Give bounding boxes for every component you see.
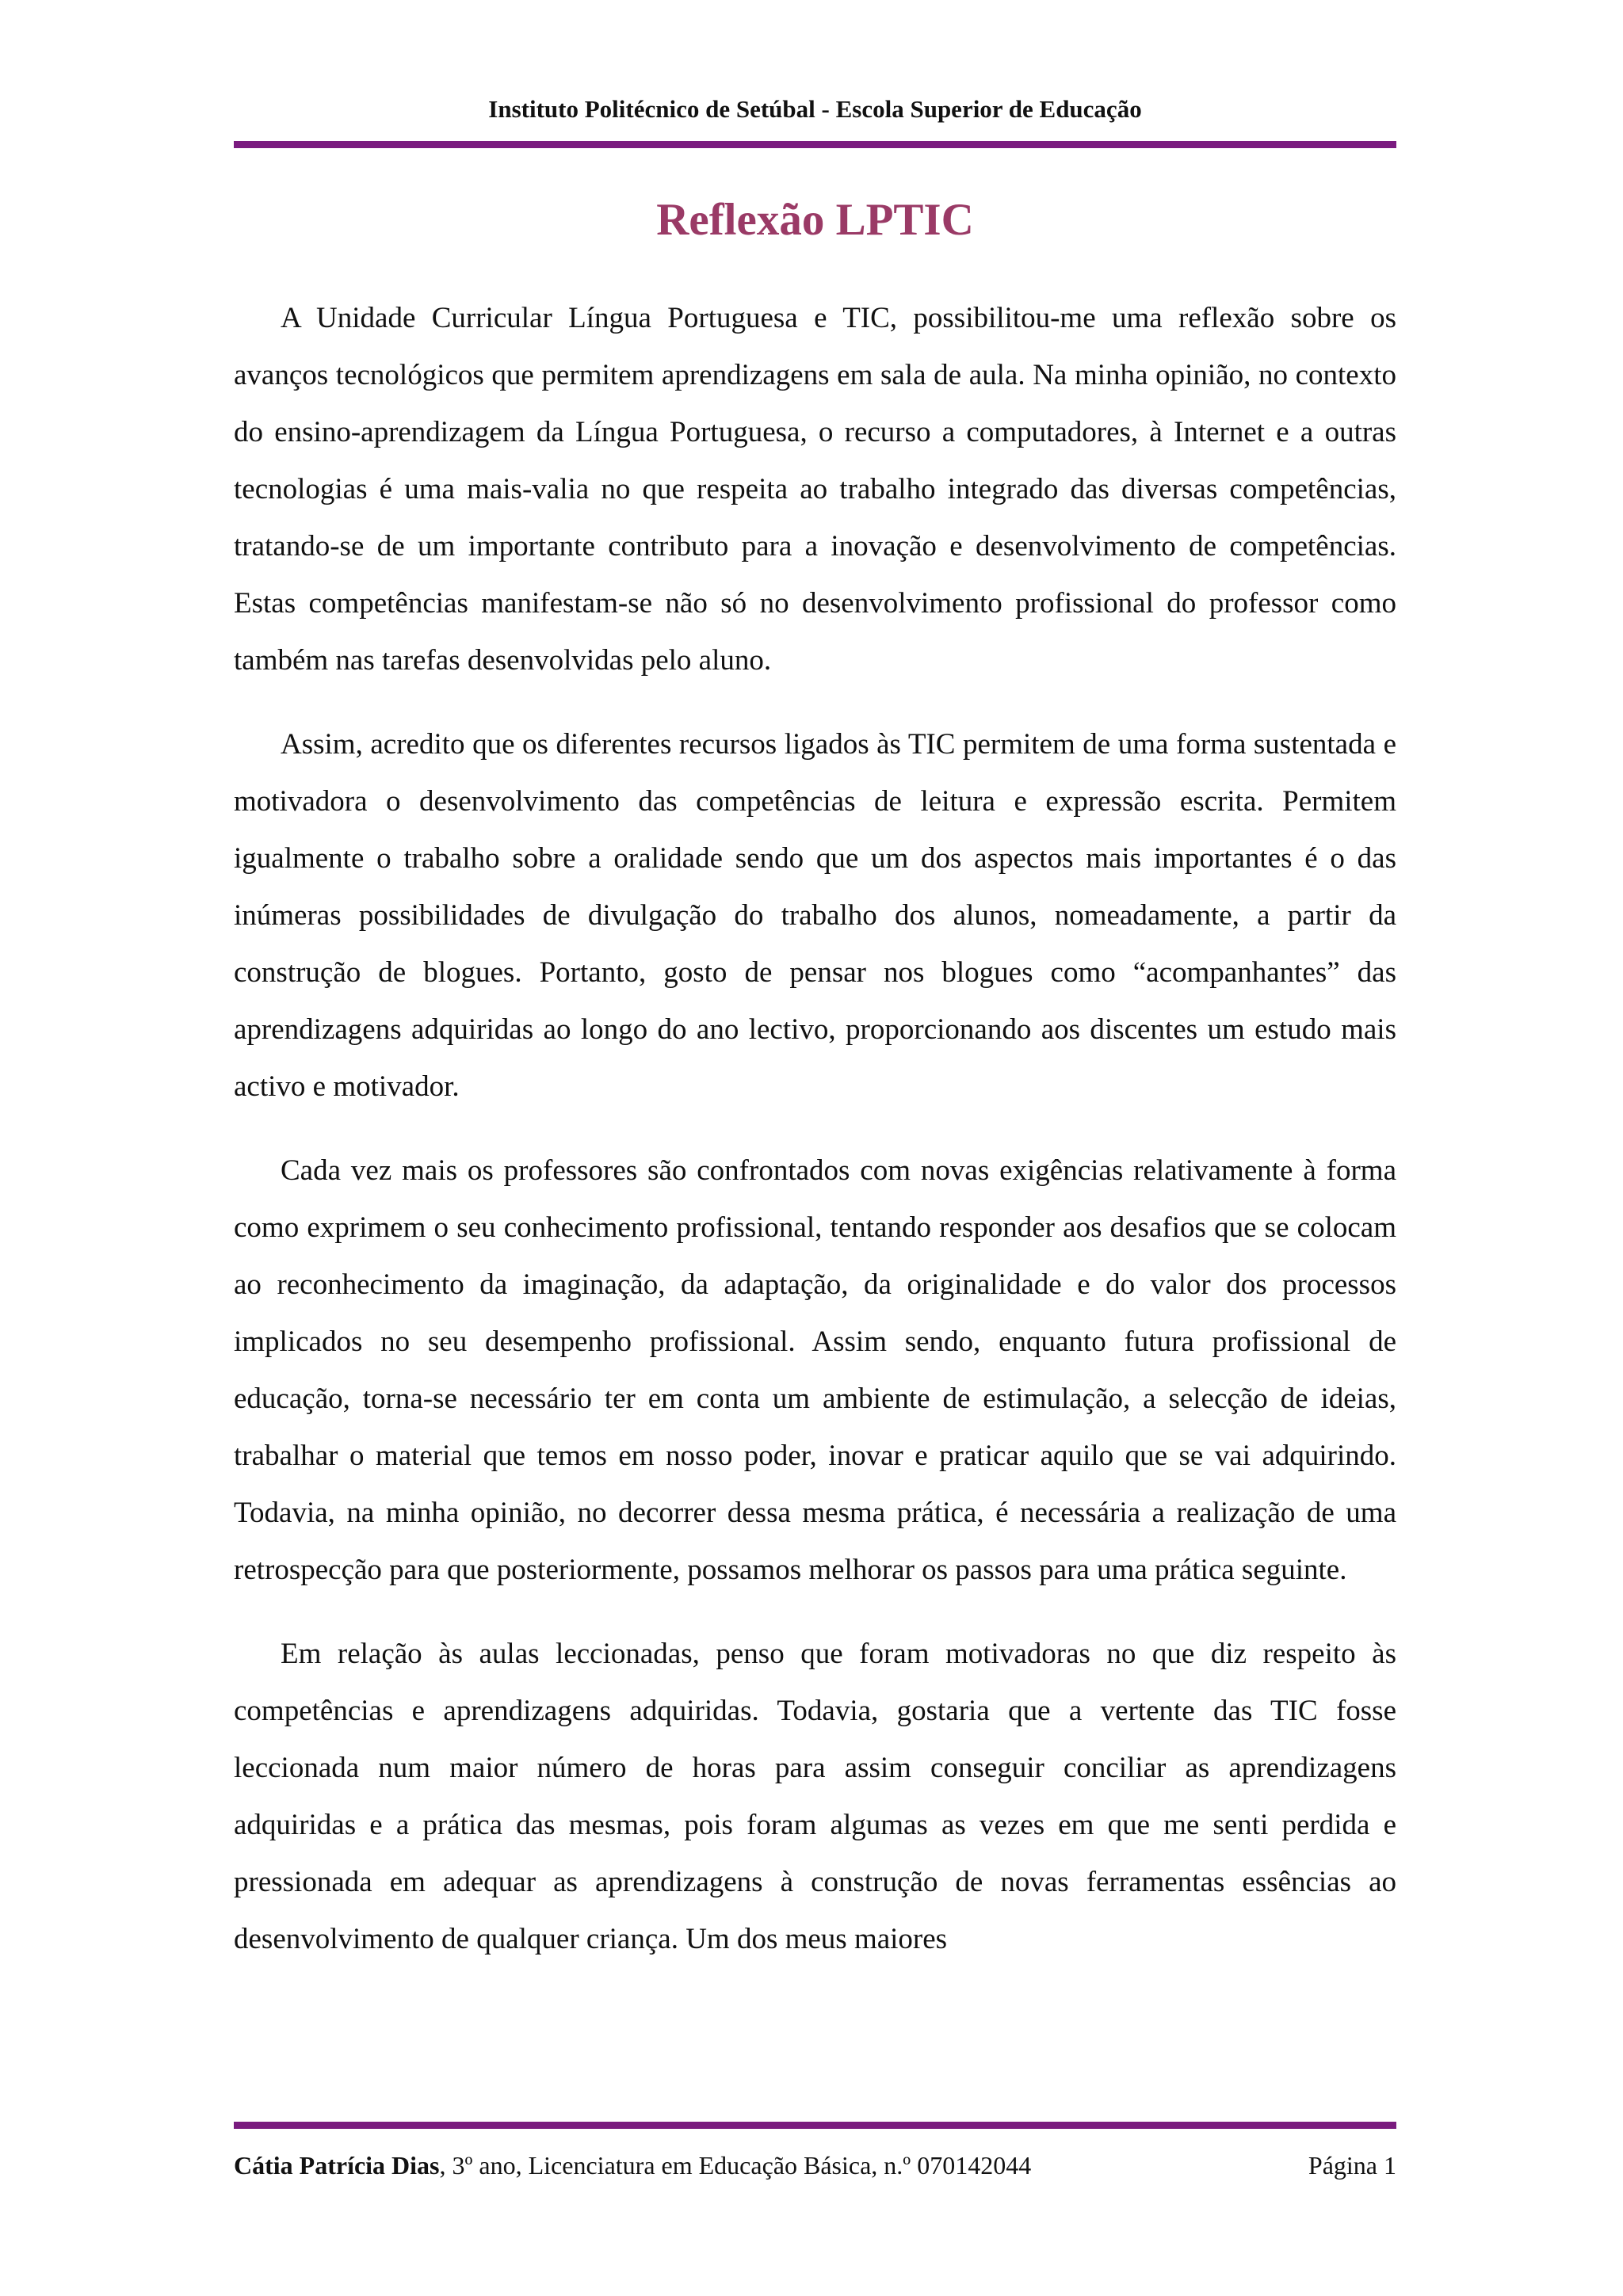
document-title: Reflexão LPTIC bbox=[656, 195, 974, 245]
page-footer bbox=[234, 2149, 1396, 2181]
paragraph-1: A Unidade Curricular Língua Portuguesa e TIC, possibilitou-me uma reflexão sobre os avanços tecnológicos que permitem aprendizagens em sala de aula. Na minha opinião, no contexto do ensino-aprendizagem da Língua Portuguesa, o recurso a computadores, à Internet e a outras tecnologias é uma mais-valia no que respeita ao trabalho integrado das diversas competências, tratando-se de um importante contributo para a inovação e desenvolvimento de competências. Estas competências manifestam-se não só no desenvolvimento profissional do professor como também nas tarefas desenvolvidas pelo aluno. bbox=[234, 302, 1396, 677]
paragraph-3: Cada vez mais os professores são confrontados com novas exigências relativamente à forma como exprimem o seu conhecimento profissional, tentando responder aos desafios que se colocam ao reconhecimento da imaginação, da adaptação, da originalidade e do valor dos processos implicados no seu desempenho profissional. Assim sendo, enquanto futura profissional de educação, torna-se necessário ter em conta um ambiente de estimulação, a selecção de ideias, trabalhar o material que temos em nosso poder, inovar e praticar aquilo que se vai adquirindo. Todavia, na minha opinião, no decorrer dessa mesma prática, é necessária a realização de uma retrospecção para que posteriormente, possamos melhorar os passos para uma prática seguinte. bbox=[234, 1154, 1396, 1586]
footer-info bbox=[234, 2149, 1031, 2181]
paragraph-2: Assim, acredito que os diferentes recursos ligados às TIC permitem de uma forma sustentada e motivadora o desenvolvimento das competências de leitura e expressão escrita. Permitem igualmente o trabalho sobre a oralidade sendo que um dos aspectos mais importantes é o das inúmeras possibilidades de divulgação do trabalho dos alunos, nomeadamente, a partir da construção de blogues. Portanto, gosto de pensar nos blogues como “acompanhantes” das aprendizagens adquiridas ao longo do ano lectivo, proporcionando aos discentes um estudo mais activo e motivador. bbox=[234, 728, 1396, 1103]
paragraph-4: Em relação às aulas leccionadas, penso que foram motivadoras no que diz respeito às competências e aprendizagens adquiridas. Todavia, gostaria que a vertente das TIC fosse leccionada num maior número de horas para assim conseguir conciliar as aprendizagens adquiridas e a prática das mesmas, pois foram algumas as vezes em que me senti perdida e pressionada em adequar as aprendizagens à construção de novas ferramentas essências ao desenvolvimento de qualquer criança. Um dos meus maiores bbox=[234, 1638, 1396, 1955]
page-header: Instituto Politécnico de Setúbal - Escola Superior de Educação bbox=[488, 95, 1142, 123]
footer-details: , 3º ano, Licenciatura em Educação Básica, n.º 070142044 bbox=[439, 2151, 1032, 2180]
footer-divider bbox=[234, 2122, 1396, 2129]
footer-author: Cátia Patrícia Dias bbox=[234, 2151, 440, 2180]
document-body bbox=[234, 290, 1396, 1995]
header-divider bbox=[234, 141, 1396, 148]
page-number: Página 1 bbox=[1308, 2151, 1396, 2180]
